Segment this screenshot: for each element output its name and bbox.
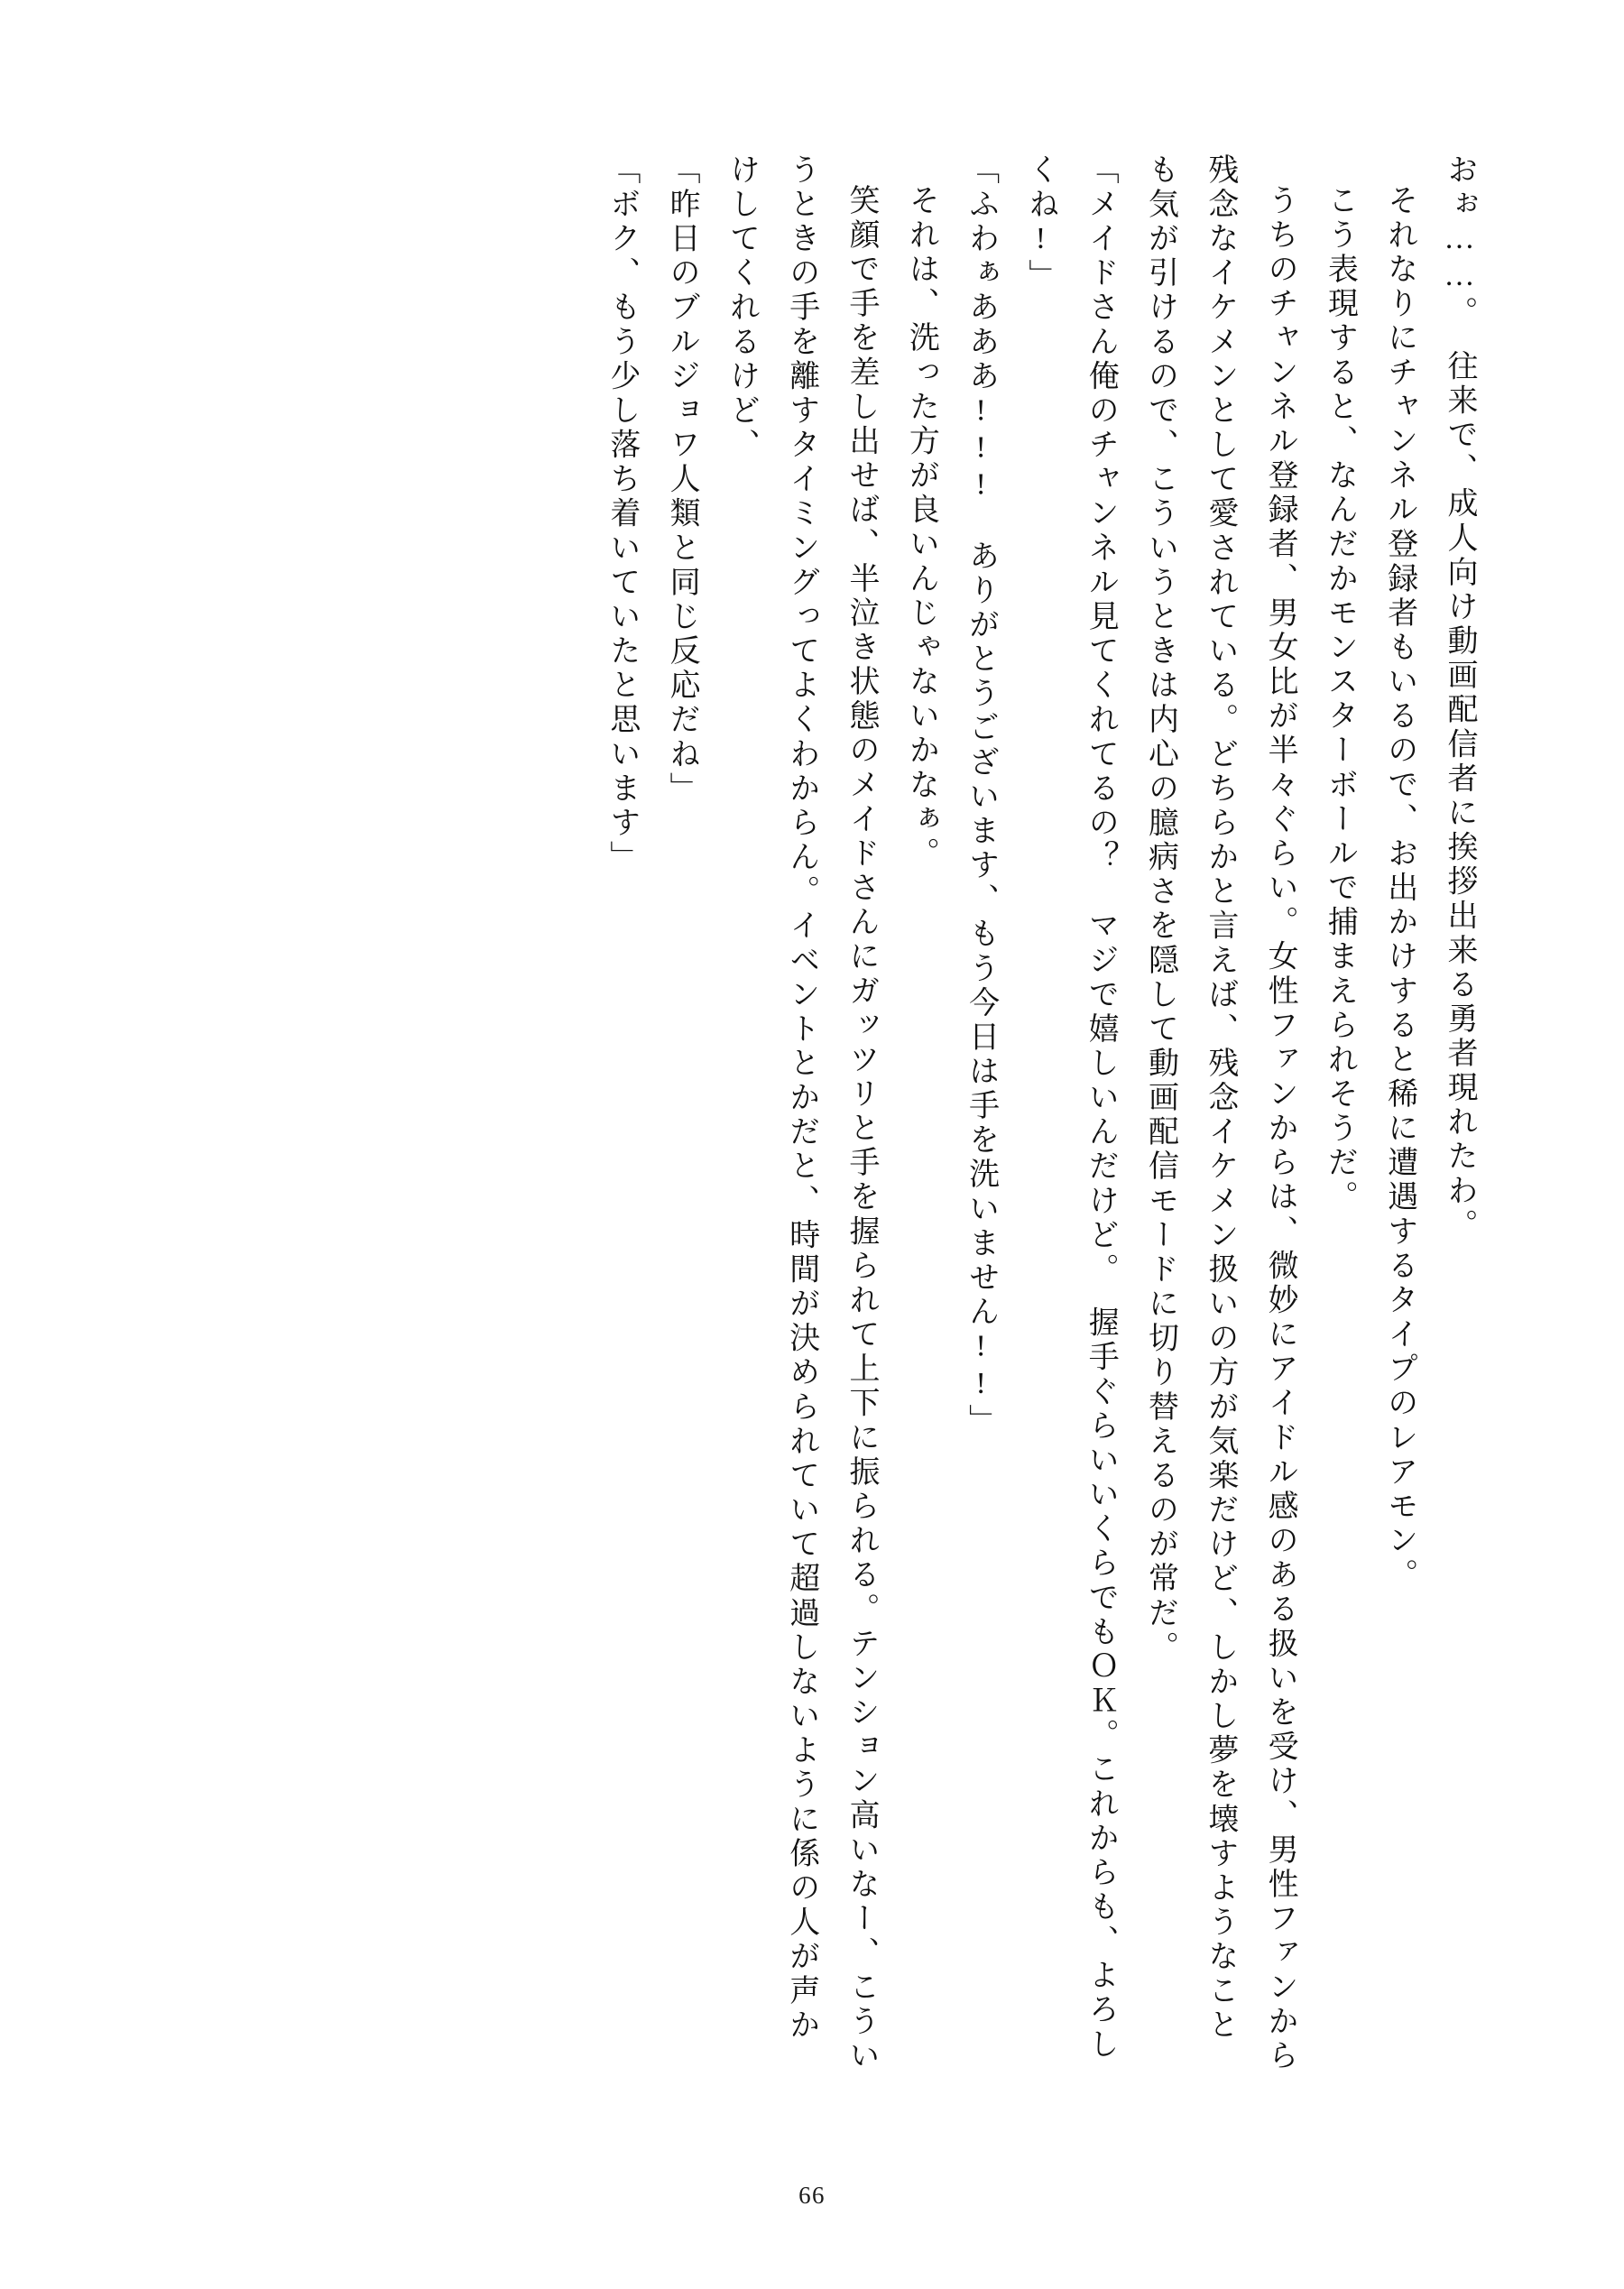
page-number: 66 <box>798 2182 826 2209</box>
paragraph: おぉ……。 往来で、成人向け動画配信者に挨拶出来る勇者現れたわ。 <box>1443 153 1476 1243</box>
paragraph: 「メイドさん俺のチャンネル見てくれてるの？ マジで嬉しいんだけど。 握手ぐらいいくらでもＯＫ。これからも、よろしくね!」 <box>1023 153 1118 2063</box>
paragraph: それは、洗った方が良いんじゃないかなぁ。 <box>904 184 938 872</box>
paragraph: 「ふわぁあああ!!! ありがとうございます、もう今日は手を洗いません!!」 <box>964 153 998 1438</box>
paragraph: それなりにチャンネル登録者もいるので、お出かけすると稀に遭遇するタイプのレアモン。 <box>1382 184 1416 1593</box>
page-body-text <box>126 153 1489 2075</box>
paragraph: うちのチャンネル登録者、男女比が半々ぐらい。女性ファンからは、微妙にアイドル感のある扱いを受け、男性ファンから残念なイケメンとして愛されている。どちらかと言えば、残念イケメン扱いの方が気楽だけど、しかし夢を壊すようなことも気が引けるので、こういうときは内心の臆病さを隠して動画配信モードに切り替えるのが常だ。 <box>1143 153 1297 2074</box>
paragraph: 「ボク、もう少し落ち着いていたと思います」 <box>604 153 639 875</box>
paragraph: 「昨日のブルジョワ人類と同じ反応だね」 <box>665 153 699 807</box>
paragraph: 笑顔で手を差し出せば、半泣き状態のメイドさんにガッツリと手を握られて上下に振られる。テンション高いなー、こういうときの手を離すタイミングってよくわからん。イベントとかだと、時間が決められていて超過しないように係の人が声かけしてくれるけど、 <box>724 153 879 2074</box>
paragraph: こう表現すると、なんだかモンスターボールで捕まえられそうだ。 <box>1323 184 1357 1215</box>
